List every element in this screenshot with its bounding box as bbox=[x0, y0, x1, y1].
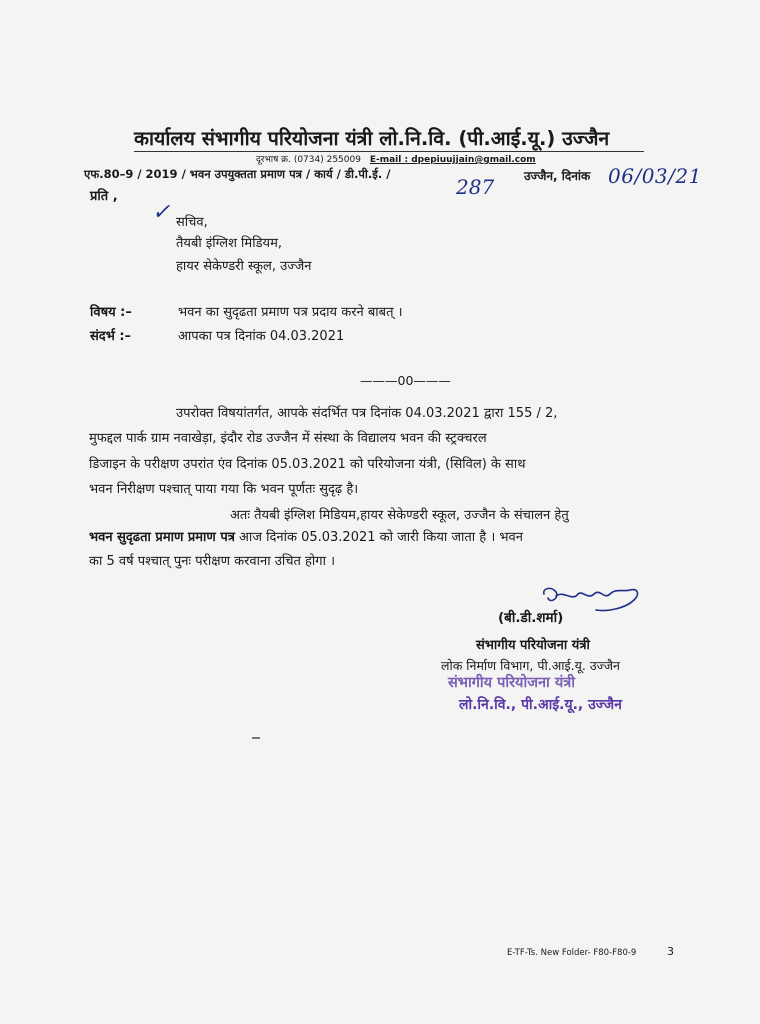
official-stamp-line-1: संभागीय परियोजना यंत्री bbox=[448, 675, 575, 691]
office-title: कार्यालय संभागीय परियोजना यंत्री लो.नि.वि. (पी.आई.यू.) उज्जैन bbox=[134, 127, 610, 150]
footer-file-path: E-TF-Ts. New Folder- F80-F80-9 bbox=[507, 948, 637, 958]
file-reference: एफ.80–9 / 2019 / भवन उपयुक्तता प्रमाण पत्र / कार्य / डी.पी.ई. / bbox=[84, 167, 391, 181]
phone-number: दूरभाष क्र. (0734) 255009 bbox=[256, 155, 361, 165]
date-label: उज्जैन, दिनांक bbox=[524, 169, 591, 183]
body-line-1: उपरोक्त विषयांतर्गत, आपके संदर्भित पत्र दिनांक 04.03.2021 द्वारा 155 / 2, bbox=[176, 406, 558, 421]
subject-text: भवन का सुदृढता प्रमाण पत्र प्रदाय करने बाबत् । bbox=[178, 305, 403, 320]
body-line-3: डिजाइन के परीक्षण उपरांत एंव दिनांक 05.03.2021 को परियोजना यंत्री, (सिविल) के साथ bbox=[89, 457, 526, 472]
reference-text: आपका पत्र दिनांक 04.03.2021 bbox=[178, 329, 345, 344]
email-address: E-mail : dpepiuujjain@gmail.com bbox=[369, 155, 536, 165]
page-number: 3 bbox=[667, 945, 674, 958]
body-line-5: अतः तैयबी इंग्लिश मिडियम,हायर सेकेण्डरी स्कूल, उज्जैन के संचालन हेतु bbox=[230, 508, 569, 523]
body-line-7: का 5 वर्ष पश्चात् पुनः परीक्षण करवाना उचित होगा । bbox=[89, 554, 336, 569]
signatory-designation: संभागीय परियोजना यंत्री bbox=[476, 638, 590, 653]
body-line-2: मुफद्दल पार्क ग्राम नवाखेड़ा, इंदौर रोड उज्जैन में संस्था के विद्यालय भवन की स्ट्रक्चरल bbox=[89, 431, 487, 446]
contact-line bbox=[256, 152, 536, 165]
recipient-line-1: सचिव, bbox=[176, 215, 208, 230]
body-line-4: भवन निरीक्षण पश्चात् पाया गया कि भवन पूर्णतः सुदृढ़ है। bbox=[89, 482, 359, 497]
certificate-title: भवन सुदृढता प्रमाण प्रमाण पत्र bbox=[89, 530, 235, 545]
recipient-line-2: तैयबी इंग्लिश मिडियम, bbox=[176, 236, 282, 251]
subject-label: विषय :– bbox=[90, 305, 132, 320]
section-divider: ———00——— bbox=[360, 373, 451, 388]
handwritten-date: 06/03/21 bbox=[608, 164, 702, 188]
recipient-line-3: हायर सेकेण्डरी स्कूल, उज्जैन bbox=[176, 259, 312, 274]
reference-label: संदर्भ :– bbox=[90, 329, 132, 344]
body-line-6-rest: आज दिनांक 05.03.2021 को जारी किया जाता है । भवन bbox=[234, 530, 523, 545]
salutation: प्रति , bbox=[90, 189, 118, 204]
tick-mark-icon: ✓ bbox=[152, 200, 171, 225]
scan-speck bbox=[252, 737, 260, 739]
body-line-6 bbox=[89, 531, 523, 544]
official-stamp-line-2: लो.नि.वि., पी.आई.यू., उज्जैन bbox=[459, 697, 622, 713]
signatory-name: (बी.डी.शर्मा) bbox=[498, 610, 564, 626]
handwritten-letter-number: 287 bbox=[456, 175, 495, 199]
signatory-department: लोक निर्माण विभाग, पी.आई.यू. उज्जैन bbox=[441, 658, 620, 673]
